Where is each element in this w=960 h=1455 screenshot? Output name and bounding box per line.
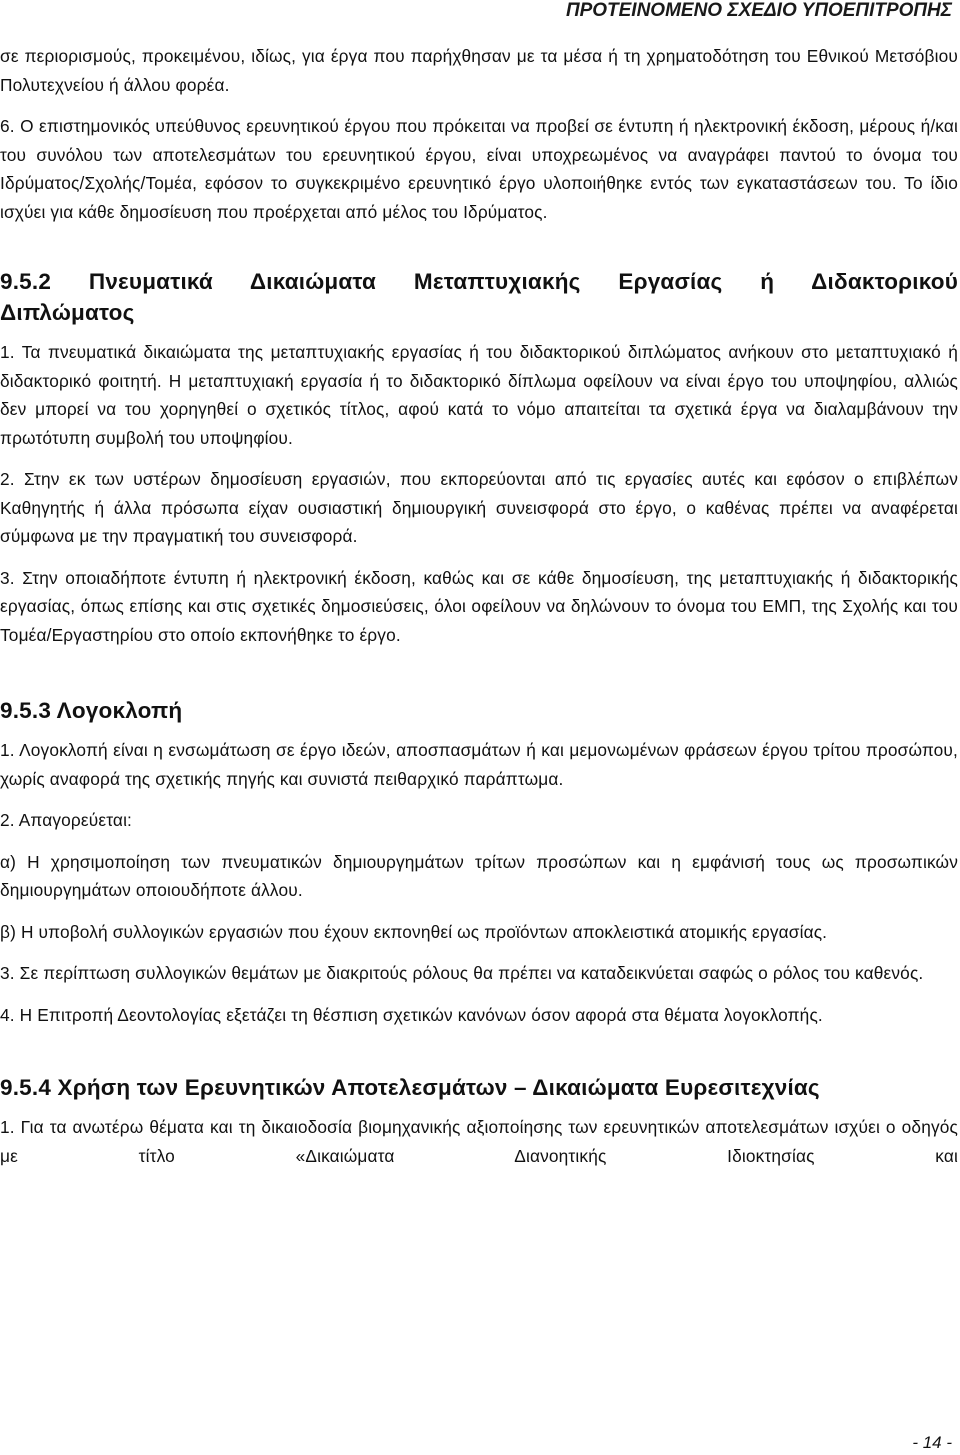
paragraph: 4. Η Επιτροπή Δεοντολογίας εξετάζει τη θέσπιση σχετικών κανόνων όσον αφορά στα θέματα λογοκλοπής. <box>0 1004 823 1025</box>
paragraph: 6. Ο επιστημονικός υπεύθυνος ερευνητικού έργου που πρόκειται να προβεί σε έντυπη ή ηλεκτρονική έκδοση, μέρους ή/και του συνόλου των αποτελεσμάτων του ερευνητικού έργου, είναι υποχρεωμένος να αναγράφει παντού το όνομα του Ιδρύματος/Σχολής/Τομέα, εφόσον το συγκεκριμένο ερευνητικό έργο υλοποιήθηκε εντός των εγκαταστάσεων του. Το ίδιο ισχύει για κάθε δημοσίευση που προέρχεται από μέλος του Ιδρύματος. <box>0 116 958 222</box>
paragraph: 1. Λογοκλοπή είναι η ενσωμάτωση σε έργο ιδεών, αποσπασμάτων ή και μεμονωμένων φράσεων έργου τρίτου προσώπου, χωρίς αναφορά της σχετικής πηγής και συνιστά πειθαρχικό παράπτωμα. <box>0 740 958 789</box>
paragraph: 3. Σε περίπτωση συλλογικών θεμάτων με διακριτούς ρόλους θα πρέπει να καταδεικνύεται σαφώς ο ρόλος του καθενός. <box>0 963 924 983</box>
paragraph: 1. Τα πνευματικά δικαιώματα της μεταπτυχιακής εργασίας ή του διδακτορικού διπλώματος ανήκουν στο μεταπτυχιακό ή διδακτορικό φοιτητή. Η μεταπτυχιακή εργασία ή το διδακτορικό δίπλωμα οφείλουν να είναι έργο του υποψηφίου, αλλιώς δεν μπορεί να του χορηγηθεί ο σχετικός τίτλος, αφού κατά το νόμο απαιτείται τα σχετικά έργα να διαλαμβάνουν την πρωτότυπη συμβολή του υποψηφίου. <box>0 342 958 448</box>
paragraph: 3. Στην οποιαδήποτε έντυπη ή ηλεκτρονική έκδοση, καθώς και σε κάθε δημοσίευση, της μεταπτυχιακής ή διδακτορικής εργασίας, όπως επίσης και στις σχετικές δημοσιεύσεις, όλοι οφείλουν να δηλώνουν το όνομα του ΕΜΠ, της Σχολής και του Τομέα/Εργαστηρίου στο οποίο εκπονήθηκε το έργο. <box>0 567 958 645</box>
section-heading-9-5-2: 9.5.2 Πνευματικά Δικαιώματα Μεταπτυχιακής Εργασίας ή Διδακτορικού Διπλώματος <box>0 269 958 325</box>
paragraph: 1. Για τα ανωτέρω θέματα και τη δικαιοδοσία βιομηχανικής αξιοποίησης των ερευνητικών αποτελεσμάτων ισχύει ο οδηγός με τίτλο «Δικαιώματα Διανοητικής Ιδιοκτησίας και <box>0 1117 958 1166</box>
page-number: - 14 - <box>912 1433 952 1452</box>
section-heading-9-5-3: 9.5.3 Λογοκλοπή <box>0 698 183 723</box>
paragraph: 2. Στην εκ των υστέρων δημοσίευση εργασιών, που εκπορεύονται από τις εργασίες αυτές και εφόσον ο επιβλέπων Καθηγητής ή άλλα πρόσωπα είχαν ουσιαστική δημιουργική συνεισφορά στο έργο, ο καθένας πρέπει να αναφέρεται σύμφωνα με την πραγματική του συνεισφορά. <box>0 469 958 546</box>
paragraph: σε περιορισμούς, προκειμένου, ιδίως, για έργα που παρήχθησαν με τα μέσα ή τη χρηματοδότηση του Εθνικού Μετσόβιου Πολυτεχνείου ή άλλου φορέα. <box>0 46 958 95</box>
paragraph: 2. Απαγορεύεται: <box>0 810 133 830</box>
paragraph: α) Η χρησιμοποίηση των πνευματικών δημιουργημάτων τρίτων προσώπων και η εμφάνισή τους ως προσωπικών δημιουργημάτων οποιουδήποτε άλλου. <box>0 851 958 900</box>
document-body <box>0 42 958 1170</box>
section-heading-9-5-4: 9.5.4 Χρήση των Ερευνητικών Αποτελεσμάτων – Δικαιώματα Ευρεσιτεχνίας <box>0 1075 820 1100</box>
page-header-title: ΠΡΟΤΕΙΝΟΜΕΝΟ ΣΧΕΔΙΟ ΥΠΟΕΠΙΤΡΟΠΗΣ <box>565 0 952 21</box>
paragraph: β) Η υποβολή συλλογικών εργασιών που έχουν εκπονηθεί ως προϊόντων αποκλειστικά ατομικής εργασίας. <box>0 921 828 942</box>
